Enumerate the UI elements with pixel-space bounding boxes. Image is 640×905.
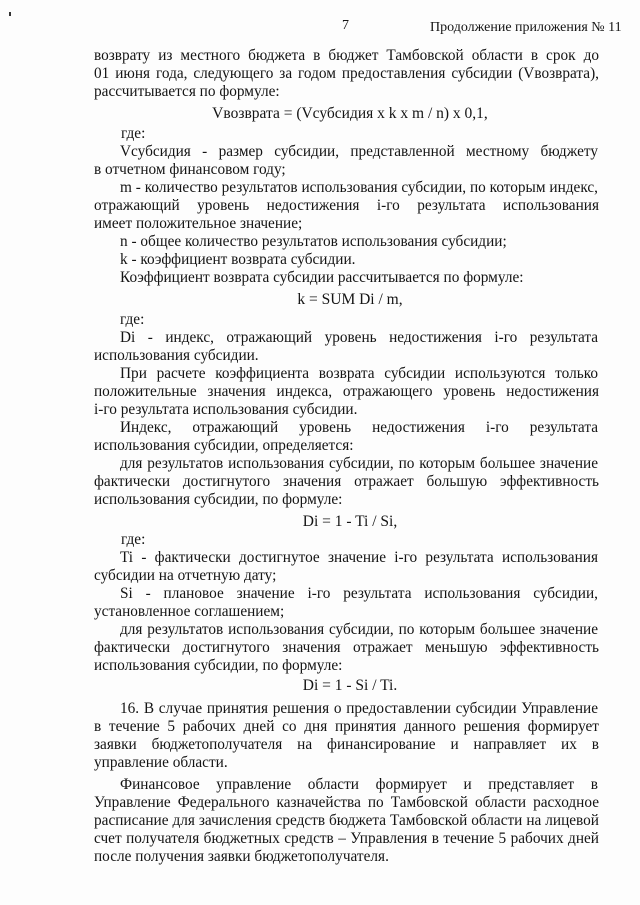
- text-line: возврату из местного бюджета в бюджет Тамбовской области в срок до: [94, 47, 599, 64]
- text-line: Финансовое управление области формирует и представляет в: [120, 776, 598, 793]
- formula-di-second: Di = 1 - Si / Ti.: [302, 677, 398, 694]
- text-line: заявки бюджетополучателя на финансирование и направляет их в: [94, 736, 599, 753]
- text-line: Индекс, отражающий уровень недостижения i-го результата: [120, 419, 598, 436]
- text-line: Управление Федерального казначейства по Тамбовской области расходное: [94, 794, 599, 811]
- text-line: где:: [121, 125, 146, 142]
- text-line: При расчете коэффициента возврата субсидии используются только: [120, 365, 598, 382]
- text-line: расписание для зачисления средств бюджета Тамбовской области на лицевой: [94, 812, 599, 829]
- appendix-continuation-note: Продолжение приложения № 11: [430, 20, 622, 35]
- text-line: 01 июня года, следующего за годом предоставления субсидии (Vвозврата),: [94, 65, 599, 82]
- text-line: отражающий уровень недостижения i-го результата использования: [94, 197, 599, 214]
- text-line: фактически достигнутого значения отражает большую эффективность: [94, 473, 599, 490]
- formula-di-first: Di = 1 - Ti / Si,: [302, 513, 398, 530]
- text-line: i-го результата использования субсидии.: [94, 401, 358, 418]
- text-line: k - коэффициент возврата субсидии.: [120, 251, 356, 268]
- text-line: положительные значения индекса, отражающего уровень недостижения: [94, 383, 599, 400]
- text-line: 16. В случае принятия решения о предоставлении субсидии Управление: [120, 700, 598, 717]
- text-line: использования субсидии.: [94, 347, 259, 364]
- text-line: Коэффициент возврата субсидии рассчитывается по формуле:: [120, 269, 524, 286]
- text-line: Ti - фактически достигнутое значение i-го результата использования: [120, 549, 598, 566]
- text-line: использования субсидии, определяется:: [94, 437, 354, 454]
- text-line: Di - индекс, отражающий уровень недостижения i-го результата: [120, 329, 598, 346]
- page-number: 7: [342, 18, 349, 33]
- text-line: для результатов использования субсидии, по которым большее значение: [120, 621, 598, 638]
- text-line: для результатов использования субсидии, по которым большее значение: [120, 455, 598, 472]
- formula-v-return: Vвозврата = (Vсубсидия x k x m / n) x 0,1,: [212, 105, 488, 122]
- formula-k: k = SUM Di / m,: [297, 291, 403, 308]
- text-line: n - общее количество результатов использования субсидии;: [120, 233, 507, 250]
- text-line: Vсубсидия - размер субсидии, представленной местному бюджету: [120, 143, 598, 160]
- text-line: управление области.: [94, 754, 228, 771]
- text-line: использования субсидии, по формуле:: [94, 657, 343, 674]
- text-line: после получения заявки бюджетополучателя.: [94, 848, 389, 865]
- text-line: в отчетном финансовом году;: [94, 161, 286, 178]
- text-line: в течение 5 рабочих дней со дня принятия данного решения формирует: [94, 718, 599, 735]
- text-line: где:: [120, 311, 145, 328]
- text-line: m - количество результатов использования субсидии, по которым индекс,: [120, 179, 598, 196]
- text-line: счет получателя бюджетных средств – Управления в течение 5 рабочих дней: [94, 830, 599, 847]
- text-line: Si - плановое значение i-го результата использования субсидии,: [120, 585, 598, 602]
- text-line: субсидии на отчетную дату;: [94, 567, 277, 584]
- text-line: использования субсидии, по формуле:: [94, 491, 343, 508]
- scan-mark: [9, 12, 11, 16]
- text-line: фактически достигнутого значения отражает меньшую эффективность: [94, 639, 599, 656]
- text-line: установленное соглашением;: [94, 603, 285, 620]
- text-line: рассчитывается по формуле:: [94, 83, 280, 100]
- text-line: имеет положительное значение;: [94, 215, 303, 232]
- text-line: где:: [121, 531, 146, 548]
